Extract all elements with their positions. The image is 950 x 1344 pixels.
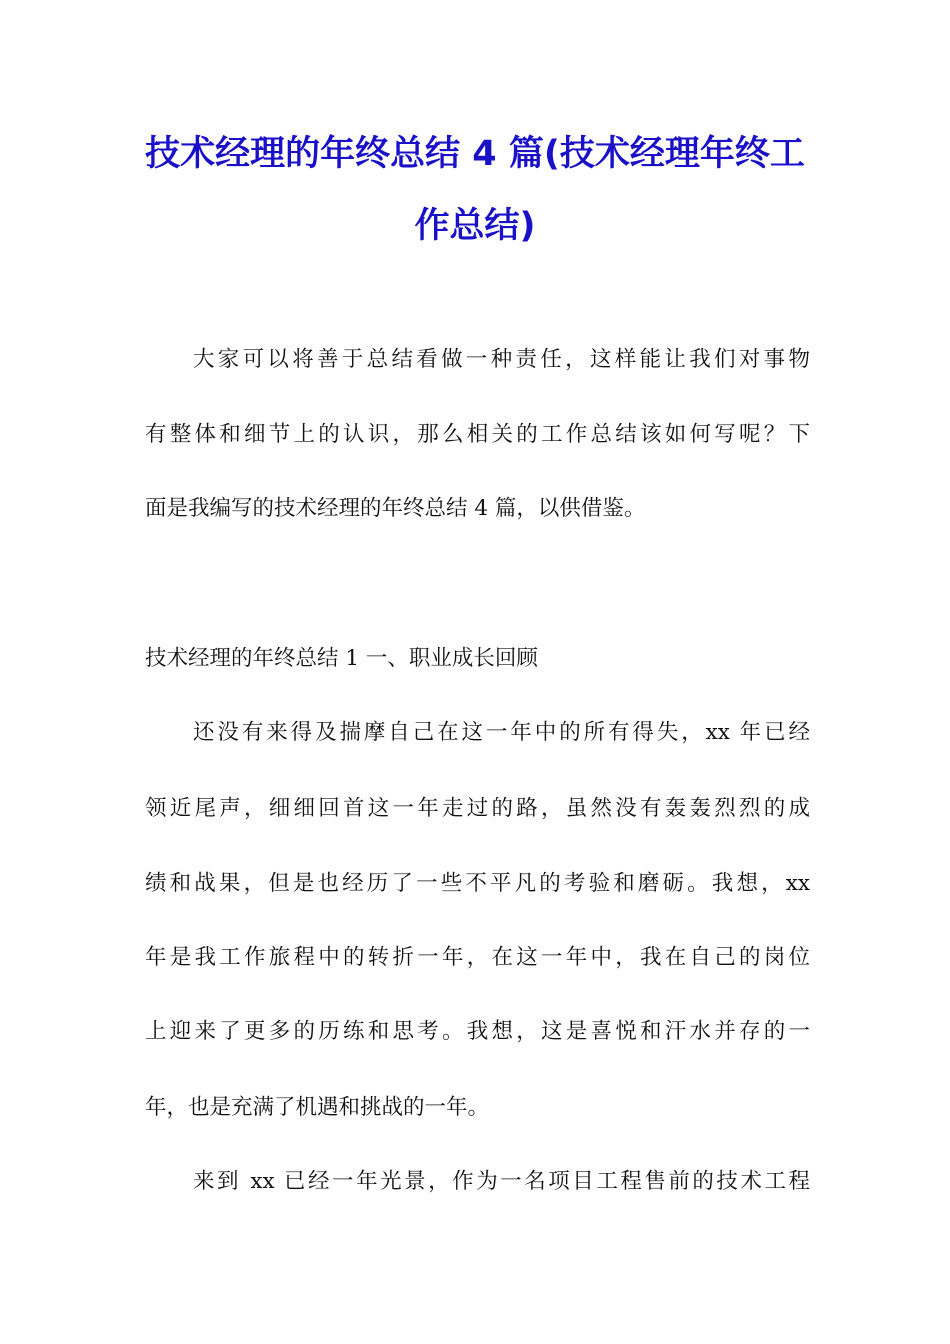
intro-line-3: 面是我编写的技术经理的年终总结 4 篇，以供借鉴。 [145, 496, 646, 521]
paragraph-1-line-4: 年是我工作旅程中的转折一年，在这一年中，我在自己的岗位 [145, 945, 810, 970]
paragraph-1-line-5: 上迎来了更多的历练和思考。我想，这是喜悦和汗水并存的一 [145, 1019, 810, 1044]
intro-line-2: 有整体和细节上的认识，那么相关的工作总结该如何写呢？下 [145, 422, 810, 447]
document-title-line-1: 技术经理的年终总结 4 篇(技术经理年终工 [145, 134, 805, 174]
paragraph-1-line-1: 还没有来得及揣摩自己在这一年中的所有得失，xx 年已经 [193, 720, 810, 745]
paragraph-1-line-2: 领近尾声，细细回首这一年走过的路，虽然没有轰轰烈烈的成 [145, 796, 810, 821]
document-title-line-2: 作总结) [414, 206, 536, 246]
intro-line-1: 大家可以将善于总结看做一种责任，这样能让我们对事物 [193, 347, 810, 372]
paragraph-2-line-1: 来到 xx 已经一年光景，作为一名项目工程售前的技术工程 [193, 1169, 810, 1194]
paragraph-1-line-3: 绩和战果，但是也经历了一些不平凡的考验和磨砺。我想，xx [145, 871, 810, 896]
paragraph-1-line-6: 年，也是充满了机遇和挑战的一年。 [145, 1095, 490, 1120]
section-heading: 技术经理的年终总结 1 一、职业成长回顾 [145, 646, 538, 671]
